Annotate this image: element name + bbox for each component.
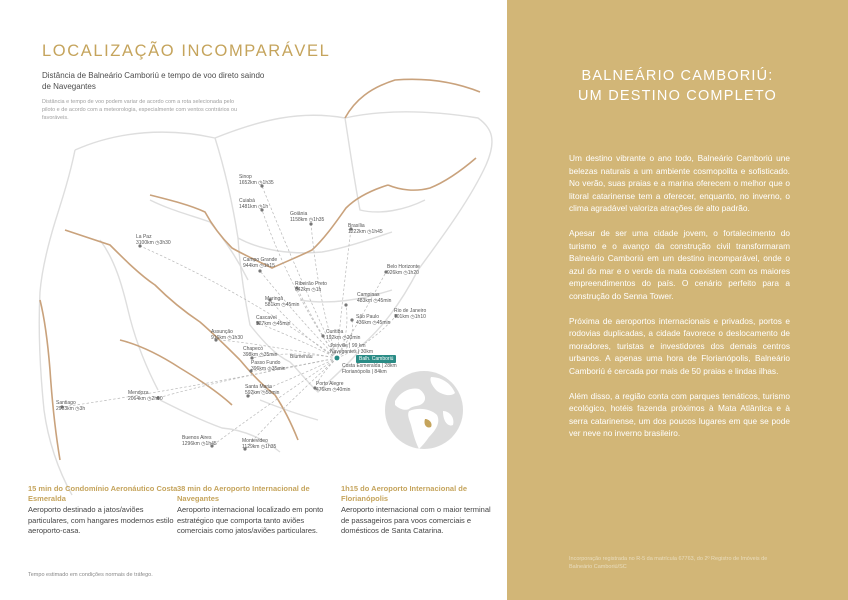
city-label: Porto Alegre 476km ◷40min xyxy=(316,381,351,393)
info-body: Aeroporto internacional com o maior terminal de passageiros para voos comerciais e domésticos de Santa Catarina. xyxy=(341,505,491,535)
city-label: Santiago 2903km ◷3h xyxy=(56,400,86,412)
info-column-costa-esmeralda xyxy=(28,484,178,537)
city-label: Goiânia 1158km ◷1h35 xyxy=(290,211,325,223)
destination-paragraph: Próxima de aeroportos internacionais e privados, portos e rodovias duplicadas, a cidade favorece o deslocamento de moradores, turistas e investidores dos demais centros urbanos. A apenas uma hora de Florianópolis, Balneário Camboriú é cercada por mais de 50 praias e lindas ilhas. xyxy=(569,315,790,376)
city-label: Campinas 483km ◷45min xyxy=(357,292,392,304)
city-label: Mendoza 2064km ◷2h50 xyxy=(128,390,163,402)
city-label: Buenos Aires 1296km ◷1h45 xyxy=(182,435,217,447)
city-label: Brasília 1222km ◷1h45 xyxy=(348,223,383,235)
city-label: Santa Maria 592km ◷50min xyxy=(245,384,280,396)
city-label: Assunção 916km ◷1h30 xyxy=(211,329,243,341)
city-label: Passo Fundo 396km ◷35min xyxy=(251,360,286,372)
city-label: Montevideo 1129km ◷1h35 xyxy=(242,438,277,450)
city-label: Cascavel 527km ◷45min xyxy=(256,315,291,327)
destination-title-line2: UM DESTINO COMPLETO xyxy=(578,88,777,104)
info-body: Aeroporto destinado a jatos/aviões particulares, com hangares modernos estilo aeroporto-casa. xyxy=(28,505,174,535)
info-column-navegantes xyxy=(177,484,327,537)
destination-paragraph: Um destino vibrante o ano todo, Balneário Camboriú une belezas naturais a um ambiente cosmopolita e sofisticado. No verão, suas praias e a marina oferecem o melhor que o litoral catarinense tem a oferecer, enquanto, no inverno, o clima agradável valoriza atrações de alto padrão. xyxy=(569,153,790,213)
city-label: Joinville | 99 km Navegantes | 30km xyxy=(330,343,373,355)
location-note: Distância e tempo de voo podem variar de acordo com a rota selecionada pelo piloto e de acordo com a meteorologia, especialmente com ventos contrários ou favoráveis. xyxy=(42,99,238,121)
highlight-balneario-camboriu: Balh. Camboriú xyxy=(356,355,396,363)
globe-inset xyxy=(385,371,463,449)
registration-footnote: Incorporação registrada no R-5 da matrícula 67763, do 2º Registro de Imóveis de Balneário Camboriú/SC xyxy=(569,556,768,570)
city-label: São Paulo 436km ◷45min xyxy=(356,314,391,326)
globe-continents xyxy=(385,371,463,449)
destination-title-line1: BALNEÁRIO CAMBORIÚ: xyxy=(581,68,774,84)
destination-panel xyxy=(507,0,848,600)
city-label: Chapecó 398km ◷35min xyxy=(243,346,278,358)
info-heading: 15 min do Condomínio Aeronáutico Costa Esmeralda xyxy=(28,484,178,503)
destination-body xyxy=(569,152,790,452)
city-label: Campo Grande 944km ◷1h15 xyxy=(243,257,278,269)
city-label: Cuiabá 1481km ◷1h xyxy=(239,198,269,210)
destination-title xyxy=(507,66,848,106)
city-label: Belo Horizonte 926km ◷1h20 xyxy=(387,264,420,276)
city-label: Maringá 581km ◷45min xyxy=(265,296,300,308)
city-label: Blumenau xyxy=(290,354,313,360)
city-label: Sinop 1652km ◷1h35 xyxy=(239,174,274,186)
city-label: Curitiba 192km ◷20min xyxy=(326,329,361,341)
destination-paragraph: Apesar de ser uma cidade jovem, o fortalecimento do turismo e o avanço da construção civil transformaram Balneário Camboriú em um destino incomparável, onde o azul do mar e o verde da mata coexistem com os maiores empreendimentos do país. O cenário perfeito para a construção do Senna Tower. xyxy=(569,228,790,301)
city-label: Ribeirão Preto 642km ◷1h xyxy=(295,281,327,293)
location-subtitle: Distância de Balneário Camboriú e tempo de voo direto saindo de Navegantes xyxy=(42,71,265,91)
traffic-footnote: Tempo estimado em condições normais de tráfego. xyxy=(28,572,153,578)
info-heading: 38 min do Aeroporto Internacional de Navegantes xyxy=(177,484,310,503)
destination-paragraph: Além disso, a região conta com parques temáticos, turismo ecológico, hotéis fazenda próximos à Mata Atlântica e à serra catarinense, um dos poucos lugares em que se pode ver neve no inverno brasileiro. xyxy=(569,390,790,438)
city-label: Rio de Janeiro 701km ◷1h10 xyxy=(394,308,427,320)
info-heading: 1h15 do Aeroporto Internacional de Florianópolis xyxy=(341,484,467,503)
location-title: LOCALIZAÇÃO INCOMPARÁVEL xyxy=(42,42,331,60)
city-label: La Paz 3100km ◷3h30 xyxy=(136,234,171,246)
info-column-florianopolis xyxy=(341,484,491,537)
city-label: Costa Esmeralda | 28km Florianópolis | 84km xyxy=(342,363,397,375)
info-body: Aeroporto internacional localizado em ponto estratégico que comporta tanto aviões comerciais como jatos/aviões particulares. xyxy=(177,505,324,535)
